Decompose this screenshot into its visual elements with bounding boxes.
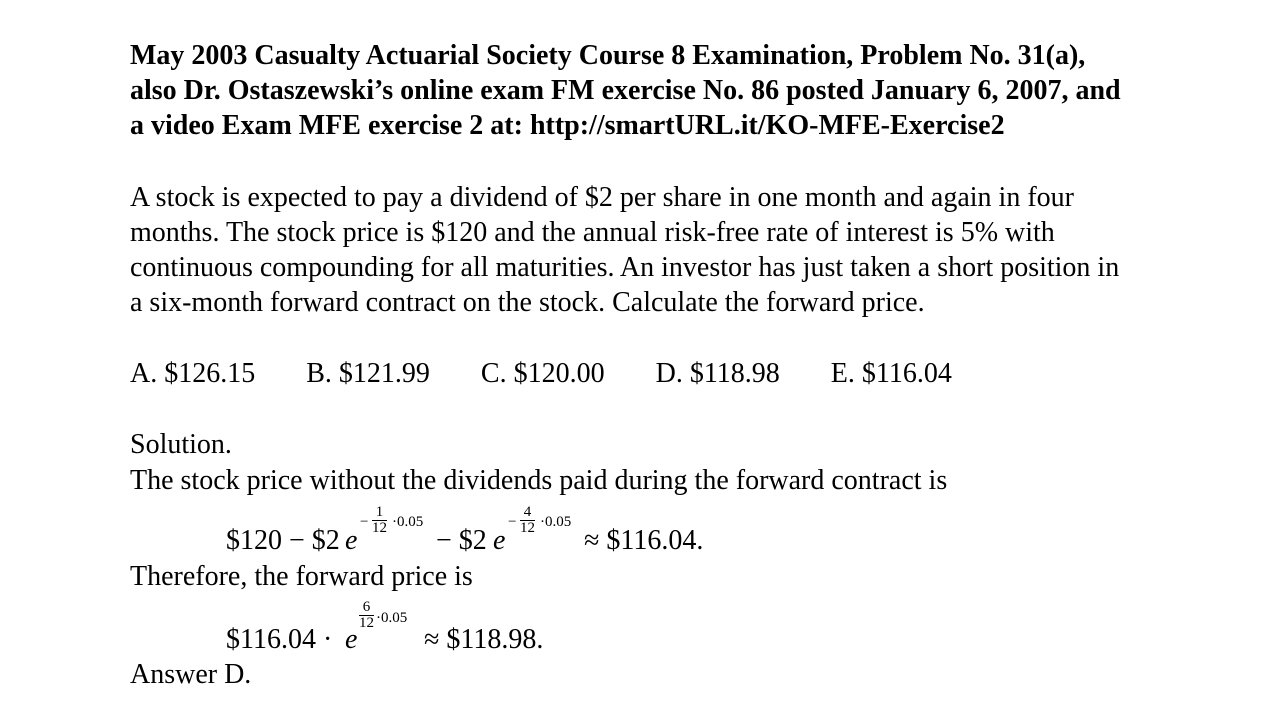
- heading-line-3: a video Exam MFE exercise 2 at: http://smartURL.it/KO-MFE-Exercise2: [130, 110, 1005, 141]
- document-page: [130, 0, 1250, 720]
- eq2-num: 6: [359, 600, 374, 616]
- eq2-term1: $116.04 ·: [226, 624, 333, 655]
- problem-line-2: months. The stock price is $120 and the annual risk-free rate of interest is 5% with: [130, 217, 1055, 248]
- problem-heading: [130, 38, 1240, 143]
- eq1-den1: 12: [372, 520, 387, 536]
- answer-choices: [130, 356, 996, 391]
- eq1-term1: $120 − $2: [226, 525, 340, 556]
- choice-c: C. $120.00: [480, 358, 605, 389]
- choice-a: A. $126.15: [130, 358, 256, 389]
- eq1-e1: e: [345, 525, 358, 556]
- eq1-result: ≈ $116.04.: [584, 525, 704, 556]
- therefore-text: Therefore, the forward price is: [130, 561, 473, 592]
- heading-line-2: also Dr. Ostaszewski’s online exam FM exercise No. 86 posted January 6, 2007, and: [130, 75, 1121, 106]
- eq1-fraction2: [520, 505, 535, 536]
- eq1-fraction1: [372, 505, 387, 536]
- eq1-term2: − $2: [436, 525, 487, 556]
- eq1-rate2: ·0.05: [540, 514, 572, 530]
- eq2-den: 12: [359, 615, 374, 631]
- eq2-result: ≈ $118.98.: [424, 624, 544, 655]
- choice-d: D. $118.98: [655, 358, 780, 389]
- choice-b: B. $121.99: [306, 358, 430, 389]
- eq1-minus1: −: [360, 514, 369, 530]
- answer-text: Answer D.: [130, 659, 252, 690]
- problem-line-1: A stock is expected to pay a dividend of $2 per share in one month and again in four: [130, 182, 1074, 213]
- choice-e: E. $116.04: [830, 358, 952, 389]
- eq1-minus2: −: [508, 514, 517, 530]
- eq2-fraction: [359, 600, 374, 631]
- problem-line-4: a six-month forward contract on the stock. Calculate the forward price.: [130, 287, 925, 318]
- eq2-e: e: [345, 624, 358, 655]
- problem-statement: [130, 180, 1240, 320]
- heading-line-1: May 2003 Casualty Actuarial Society Course 8 Examination, Problem No. 31(a),: [130, 40, 1086, 71]
- eq1-e2: e: [493, 525, 506, 556]
- eq1-num1: 1: [372, 505, 387, 521]
- problem-line-3: continuous compounding for all maturities. An investor has just taken a short position in: [130, 252, 1120, 283]
- solution-text: The stock price without the dividends paid during the forward contract is: [130, 465, 948, 496]
- eq2-rate: ·0.05: [376, 610, 408, 626]
- eq1-num2: 4: [520, 505, 535, 521]
- eq1-rate1: ·0.05: [392, 514, 424, 530]
- eq1-den2: 12: [520, 520, 535, 536]
- solution-label: Solution.: [130, 429, 232, 460]
